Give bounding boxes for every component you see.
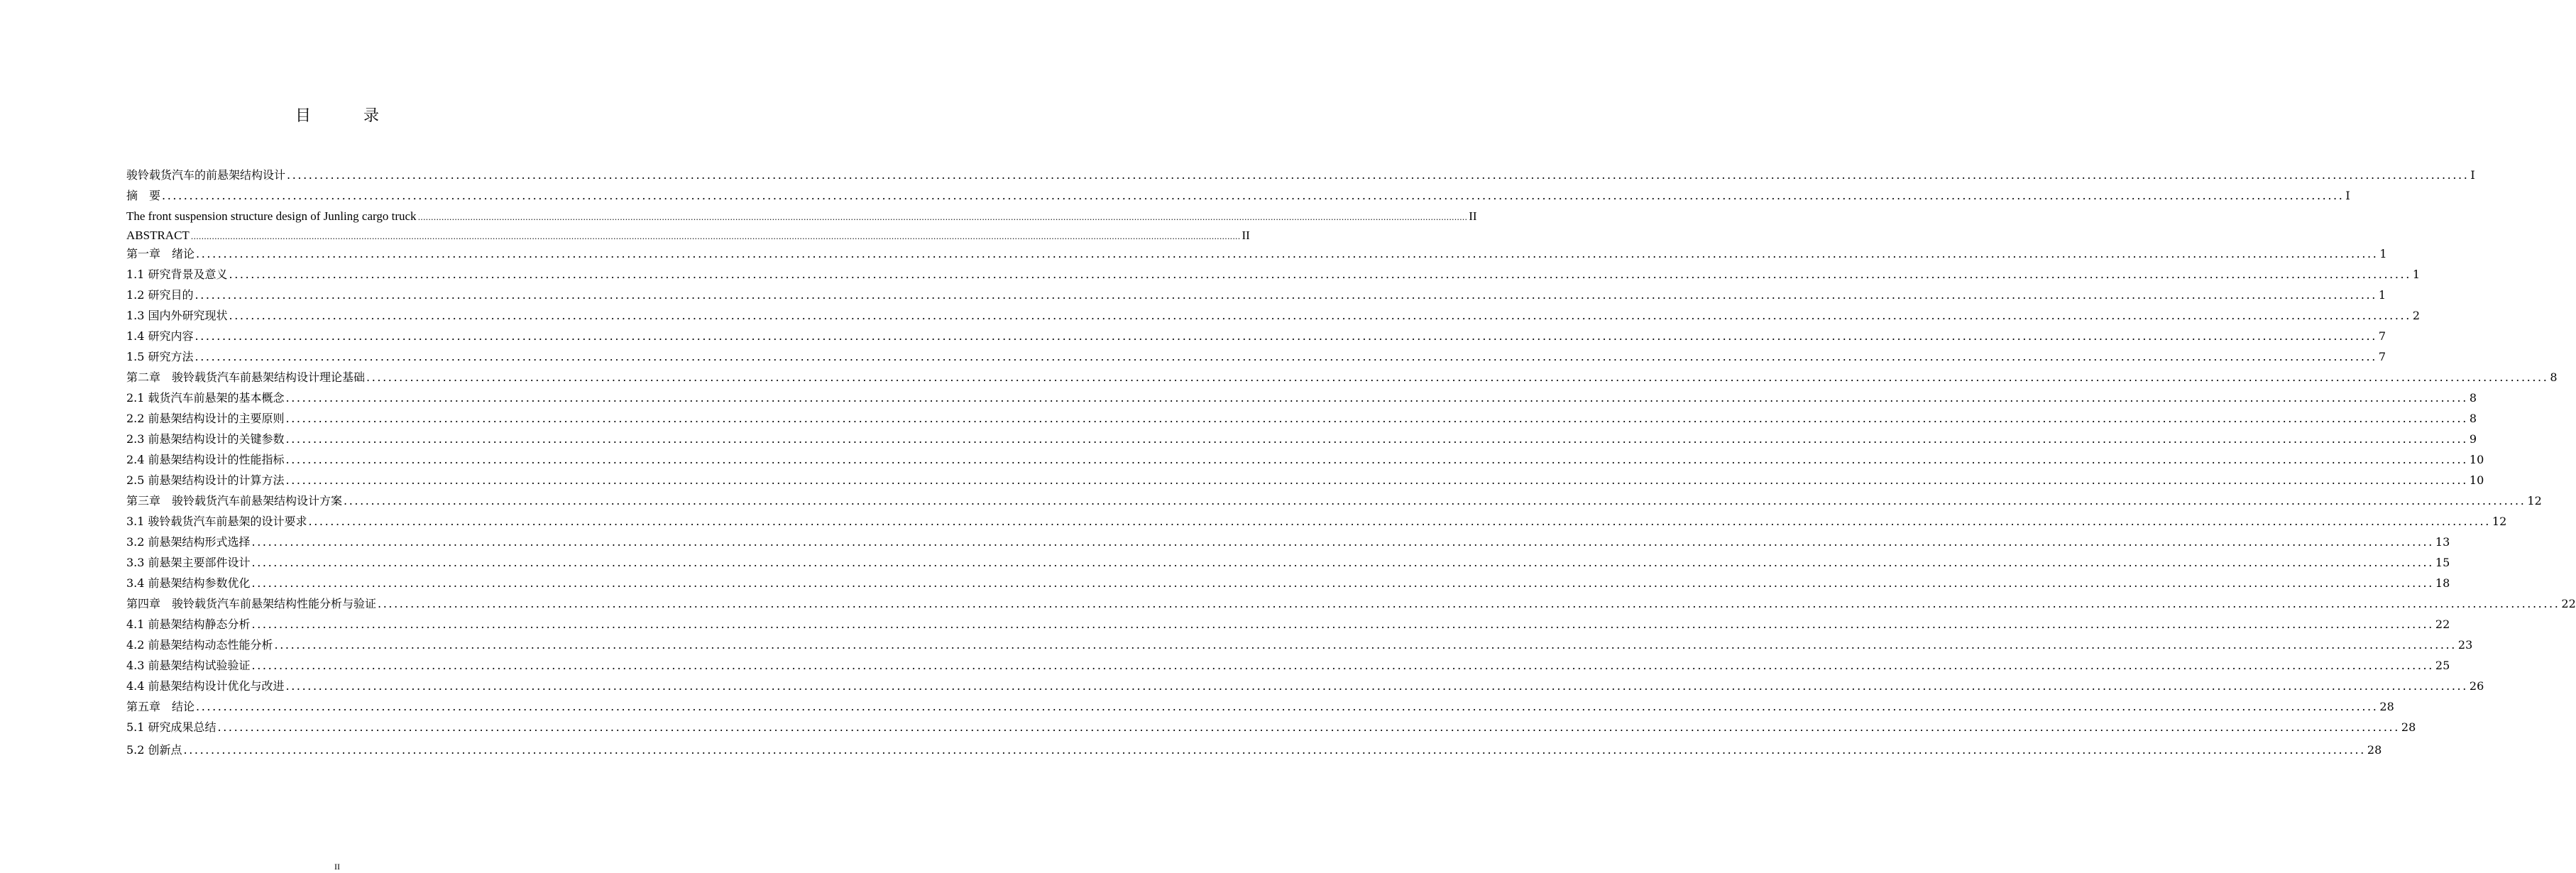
- toc-entry-page: I: [2470, 168, 2475, 182]
- toc-entry-page: 25: [2435, 659, 2450, 672]
- toc-entry-page: 13: [2435, 535, 2450, 549]
- toc-entry[interactable]: [126, 637, 2473, 653]
- toc-leader-dots: ................................................................................................................................................................................................................................................................................................................................................................................................................: [285, 453, 2468, 466]
- toc-leader-dots: ................................................................................................................................................................................................................................................................................................................................................................................................................: [251, 535, 2434, 549]
- toc-leader-dots: ................................................................................................................................................................................................................................................................................................................................................................................................................: [194, 288, 2377, 302]
- toc-entry[interactable]: [126, 679, 2484, 694]
- toc-entry[interactable]: [126, 411, 2477, 427]
- page-number-footer: II: [334, 862, 340, 872]
- toc-entry-page: 9: [2469, 432, 2477, 446]
- toc-entry-label: 第三章 骏铃载货汽车前悬架结构设计方案: [126, 494, 343, 507]
- toc-leader-dots: ................................................................................................................................................................................................................................................................................................................................................................................................................: [308, 515, 2491, 528]
- toc-entry-page: II: [1242, 229, 1250, 242]
- toc-leader-dots: ................................................................................................................................................................................................................................................................................................................................................................................................................: [366, 370, 2549, 384]
- toc-entry-label: 5.1 研究成果总结: [126, 720, 217, 734]
- toc-leader-dots: ................................................................................................................................................................................................................................................................................................................................................................................................................: [229, 309, 2411, 322]
- toc-leader-dots: ................................................................................................................................................................................................................................................................................................................................................................................................................: [251, 659, 2434, 672]
- toc-entry-label: 1.1 研究背景及意义: [126, 268, 228, 281]
- toc-leader-dots: ................................................................................................................................................................................................................................................................................................................................................................................................................: [196, 247, 2379, 260]
- toc-entry-page: 15: [2435, 556, 2450, 569]
- toc-entry-page: 12: [2527, 494, 2542, 507]
- toc-entry[interactable]: [126, 168, 2475, 183]
- toc-entry[interactable]: [126, 432, 2477, 447]
- toc-entry-page: 2: [2412, 309, 2421, 322]
- toc-entry-label: 1.4 研究内容: [126, 329, 194, 343]
- toc-leader-dots: ................................................................................................................................................................................................................................................................................................................................................................................................................: [417, 213, 1468, 222]
- toc-leader-dots: ................................................................................................................................................................................................................................................................................................................................................................................................................: [285, 391, 2468, 405]
- toc-entry[interactable]: [126, 246, 2387, 262]
- toc-entry[interactable]: [126, 390, 2477, 406]
- toc-leader-dots: ................................................................................................................................................................................................................................................................................................................................................................................................................: [196, 700, 2379, 713]
- toc-leader-dots: ................................................................................................................................................................................................................................................................................................................................................................................................................: [194, 329, 2377, 343]
- toc-leader-dots: ................................................................................................................................................................................................................................................................................................................................................................................................................: [251, 556, 2434, 569]
- toc-leader-dots: ................................................................................................................................................................................................................................................................................................................................................................................................................: [183, 743, 2366, 757]
- toc-entry-page: 28: [2367, 743, 2382, 757]
- toc-entry-page: 10: [2469, 473, 2484, 487]
- toc-entry[interactable]: [126, 228, 1250, 245]
- toc-entry[interactable]: [126, 742, 2382, 758]
- toc-entry-label: 骏铃载货汽车的前悬架结构设计: [126, 168, 286, 182]
- toc-entry[interactable]: [126, 596, 2576, 612]
- toc-entry[interactable]: [126, 576, 2450, 591]
- toc-entry[interactable]: [126, 473, 2484, 488]
- toc-entry-page: 1: [2379, 247, 2387, 260]
- toc-entry-page: 1: [2412, 268, 2421, 281]
- toc-entry-page: 8: [2469, 412, 2477, 425]
- toc-entry-page: 8: [2469, 391, 2477, 405]
- toc-leader-dots: ................................................................................................................................................................................................................................................................................................................................................................................................................: [162, 189, 2345, 202]
- toc-entry-label: 3.2 前悬架结构形式选择: [126, 535, 251, 549]
- toc-entry-label: 第四章 骏铃载货汽车前悬架结构性能分析与验证: [126, 597, 377, 610]
- toc-entry[interactable]: [126, 287, 2386, 303]
- toc-entry[interactable]: [126, 493, 2542, 509]
- toc-entry-page: 28: [2379, 700, 2394, 713]
- toc-entry[interactable]: [126, 267, 2421, 282]
- toc-entry-page: 1: [2378, 288, 2386, 302]
- toc-entry-label: 5.2 创新点: [126, 743, 182, 757]
- toc-entry[interactable]: [126, 329, 2386, 344]
- toc-entry[interactable]: [126, 452, 2484, 468]
- toc-entry[interactable]: [126, 349, 2386, 365]
- toc-entry-page: II: [1469, 209, 1477, 223]
- toc-leader-dots: ................................................................................................................................................................................................................................................................................................................................................................................................................: [287, 168, 2470, 182]
- toc-entry-label: 2.2 前悬架结构设计的主要原则: [126, 412, 285, 425]
- toc-entry[interactable]: [126, 534, 2450, 550]
- toc-entry-page: 7: [2378, 329, 2386, 343]
- toc-entry-page: 22: [2435, 617, 2450, 631]
- toc-entry-page: 23: [2457, 638, 2473, 652]
- toc-entry[interactable]: [126, 699, 2394, 715]
- toc-entry-page: 7: [2378, 350, 2386, 363]
- toc-entry-page: 12: [2492, 515, 2507, 528]
- toc-entry-label: 2.5 前悬架结构设计的计算方法: [126, 473, 285, 487]
- toc-leader-dots: ................................................................................................................................................................................................................................................................................................................................................................................................................: [251, 576, 2434, 590]
- toc-entry-label: 1.2 研究目的: [126, 288, 194, 302]
- toc-leader-dots: ................................................................................................................................................................................................................................................................................................................................................................................................................: [344, 494, 2526, 507]
- toc-entry-page: 8: [2550, 370, 2558, 384]
- toc-entry-label: 第一章 绪论: [126, 247, 195, 260]
- toc-entry[interactable]: [126, 209, 1477, 226]
- toc-entry-label: 2.4 前悬架结构设计的性能指标: [126, 453, 285, 466]
- toc-entry-page: 28: [2401, 720, 2416, 734]
- toc-leader-dots: ................................................................................................................................................................................................................................................................................................................................................................................................................: [251, 617, 2434, 631]
- toc-entry-label: 2.1 载货汽车前悬架的基本概念: [126, 391, 285, 405]
- toc-leader-dots: ................................................................................................................................................................................................................................................................................................................................................................................................................: [285, 679, 2468, 693]
- toc-entry-page: 22: [2561, 597, 2576, 610]
- toc-entry-page: 18: [2435, 576, 2450, 590]
- toc-leader-dots: ................................................................................................................................................................................................................................................................................................................................................................................................................: [229, 268, 2411, 281]
- toc-entry[interactable]: [126, 308, 2421, 324]
- toc-entry-label: 3.3 前悬架主要部件设计: [126, 556, 251, 569]
- toc-leader-dots: ................................................................................................................................................................................................................................................................................................................................................................................................................: [194, 350, 2377, 363]
- page-title: 目 录: [295, 107, 398, 125]
- toc-leader-dots: ................................................................................................................................................................................................................................................................................................................................................................................................................: [285, 432, 2468, 446]
- toc-entry-page: I: [2345, 189, 2350, 202]
- toc-entry[interactable]: [126, 188, 2350, 204]
- toc-entry-label: 1.3 国内外研究现状: [126, 309, 228, 322]
- toc-entry-label: 3.4 前悬架结构参数优化: [126, 576, 251, 590]
- toc-entry[interactable]: [126, 514, 2507, 529]
- toc-entry-label: 摘 要: [126, 189, 161, 202]
- toc-entry[interactable]: [126, 370, 2558, 385]
- toc-entry-label: 3.1 骏铃载货汽车前悬架的设计要求: [126, 515, 307, 528]
- toc-entry-label: 2.3 前悬架结构设计的关键参数: [126, 432, 285, 446]
- toc-leader-dots: ................................................................................................................................................................................................................................................................................................................................................................................................................: [190, 232, 1241, 241]
- toc-entry-page: 10: [2469, 453, 2484, 466]
- toc-entry-label: ABSTRACT: [126, 229, 190, 242]
- toc-entry-label: 4.2 前悬架结构动态性能分析: [126, 638, 273, 652]
- toc-leader-dots: ................................................................................................................................................................................................................................................................................................................................................................................................................: [378, 597, 2560, 610]
- toc-entry-page: 26: [2469, 679, 2484, 693]
- toc-entry-label: 1.5 研究方法: [126, 350, 194, 363]
- toc-entry-label: 4.3 前悬架结构试验验证: [126, 659, 251, 672]
- toc-entry[interactable]: [126, 617, 2450, 632]
- toc-leader-dots: ................................................................................................................................................................................................................................................................................................................................................................................................................: [285, 412, 2468, 425]
- toc-entry[interactable]: [126, 555, 2450, 571]
- toc-entry[interactable]: [126, 658, 2450, 674]
- toc-entry-label: 第五章 结论: [126, 700, 195, 713]
- toc-leader-dots: ................................................................................................................................................................................................................................................................................................................................................................................................................: [285, 473, 2468, 487]
- toc-leader-dots: ................................................................................................................................................................................................................................................................................................................................................................................................................: [217, 720, 2400, 734]
- toc-entry-label: The front suspension structure design of Junling cargo truck: [126, 209, 417, 223]
- toc-entry-label: 4.4 前悬架结构设计优化与改进: [126, 679, 285, 693]
- toc-leader-dots: ................................................................................................................................................................................................................................................................................................................................................................................................................: [274, 638, 2457, 652]
- toc-entry-label: 4.1 前悬架结构静态分析: [126, 617, 251, 631]
- toc-entry[interactable]: [126, 720, 2416, 735]
- toc-entry-label: 第二章 骏铃载货汽车前悬架结构设计理论基础: [126, 370, 366, 384]
